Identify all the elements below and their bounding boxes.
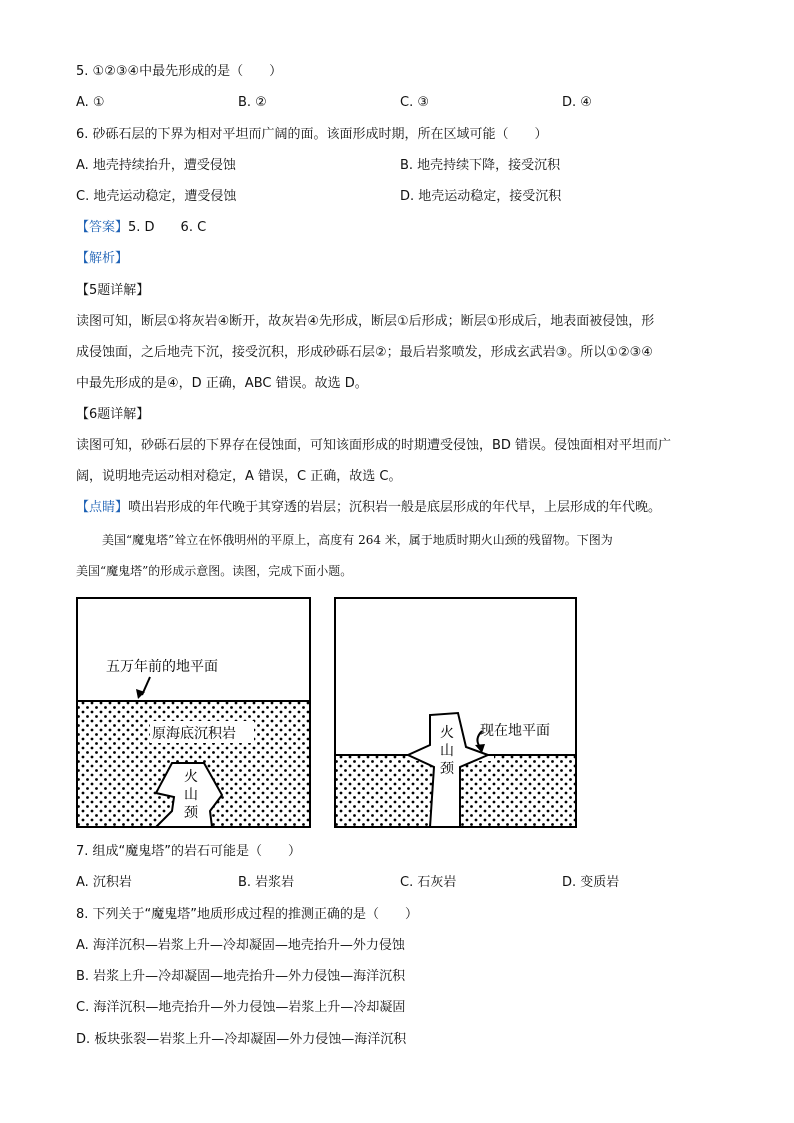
- detail6-tag: 【6题详解】: [76, 407, 150, 422]
- figure-right-svg: [334, 597, 578, 829]
- q5-option-b: B. ②: [238, 95, 267, 110]
- answer-text: 5. D 6. C: [128, 220, 207, 235]
- q8-option-d: D. 板块张裂—岩浆上升—冷却凝固—外力侵蚀—海洋沉积: [76, 1032, 407, 1047]
- tip-text: 喷出岩形成的年代晚于其穿透的岩层；沉积岩一般是底层形成的年代早，上层形成的年代晚。: [128, 500, 662, 515]
- q6-option-c: C. 地壳运动稳定，遭受侵蚀: [76, 189, 237, 204]
- q5-option-c: C. ③: [400, 95, 429, 110]
- intro-line-2: 美国“魔鬼塔”的形成示意图。读图，完成下面小题。: [76, 564, 353, 578]
- ancient-ground-label: 五万年前的地平面: [106, 659, 218, 675]
- q6-option-a: A. 地壳持续抬升，遭受侵蚀: [76, 158, 236, 173]
- answer-line: [76, 219, 206, 237]
- q7-option-a: A. 沉积岩: [76, 875, 132, 890]
- q6-stem: 6. 砂砾石层的下界为相对平坦而广阔的面。该面形成时期，所在区域可能（ ）: [76, 127, 548, 142]
- answer-tag: 【答案】: [76, 220, 129, 235]
- rock-label: 原海底沉积岩: [152, 726, 236, 742]
- figure-right-panel: [334, 597, 578, 829]
- detail6-line-1: 读图可知，砂砾石层的下界存在侵蚀面，可知该面形成的时期遭受侵蚀，BD 错误。侵蚀面相对平坦而广: [76, 438, 672, 453]
- q8-option-b: B. 岩浆上升—冷却凝固—地壳抬升—外力侵蚀—海洋沉积: [76, 969, 406, 984]
- intro-line-1: 美国“魔鬼塔”耸立在怀俄明州的平原上，高度有 264 米，属于地质时期火山颈的残留物。下图为: [102, 533, 613, 547]
- right-neck-char-1: 火: [440, 725, 454, 741]
- q5-option-d: D. ④: [562, 95, 592, 110]
- q6-option-b: B. 地壳持续下降，接受沉积: [400, 158, 561, 173]
- q7-stem: 7. 组成“魔鬼塔”的岩石可能是（ ）: [76, 844, 302, 859]
- q7-option-d: D. 变质岩: [562, 875, 620, 890]
- analysis-tag: 【解析】: [76, 251, 129, 266]
- right-neck-char-2: 山: [440, 743, 454, 759]
- tip-line: [76, 499, 661, 517]
- tip-tag: 【点睛】: [76, 500, 129, 515]
- present-ground-label: 现在地平面: [480, 723, 550, 739]
- q6-option-d: D. 地壳运动稳定，接受沉积: [400, 189, 562, 204]
- q8-option-a: A. 海洋沉积—岩浆上升—冷却凝固—地壳抬升—外力侵蚀: [76, 938, 405, 953]
- q8-stem: 8. 下列关于“魔鬼塔”地质形成过程的推测正确的是（ ）: [76, 907, 419, 922]
- right-neck-char-3: 颈: [440, 761, 454, 777]
- q8-option-c: C. 海洋沉积—地壳抬升—外力侵蚀—岩浆上升—冷却凝固: [76, 1000, 406, 1015]
- q7-option-b: B. 岩浆岩: [238, 875, 295, 890]
- q7-option-c: C. 石灰岩: [400, 875, 457, 890]
- left-neck-char-2: 山: [184, 787, 198, 803]
- detail5-line-2: 成侵蚀面，之后地壳下沉，接受沉积，形成砂砾石层②；最后岩浆喷发，形成玄武岩③。所以①②③④: [76, 345, 653, 360]
- left-neck-char-3: 颈: [184, 805, 198, 821]
- detail5-tag: 【5题详解】: [76, 283, 150, 298]
- left-neck-char-1: 火: [184, 769, 198, 785]
- q5-option-a: A. ①: [76, 95, 105, 110]
- figure-left-svg: [76, 597, 312, 829]
- detail5-line-1: 读图可知，断层①将灰岩④断开，故灰岩④先形成，断层①后形成；断层①形成后，地表面被侵蚀，形: [76, 314, 655, 329]
- detail6-line-2: 阔，说明地壳运动相对稳定，A 错误，C 正确，故选 C。: [76, 469, 402, 484]
- q5-stem: 5. ①②③④中最先形成的是（ ）: [76, 64, 283, 79]
- figure-left-panel: [76, 597, 312, 829]
- detail5-line-3: 中最先形成的是④，D 正确，ABC 错误。故选 D。: [76, 376, 368, 391]
